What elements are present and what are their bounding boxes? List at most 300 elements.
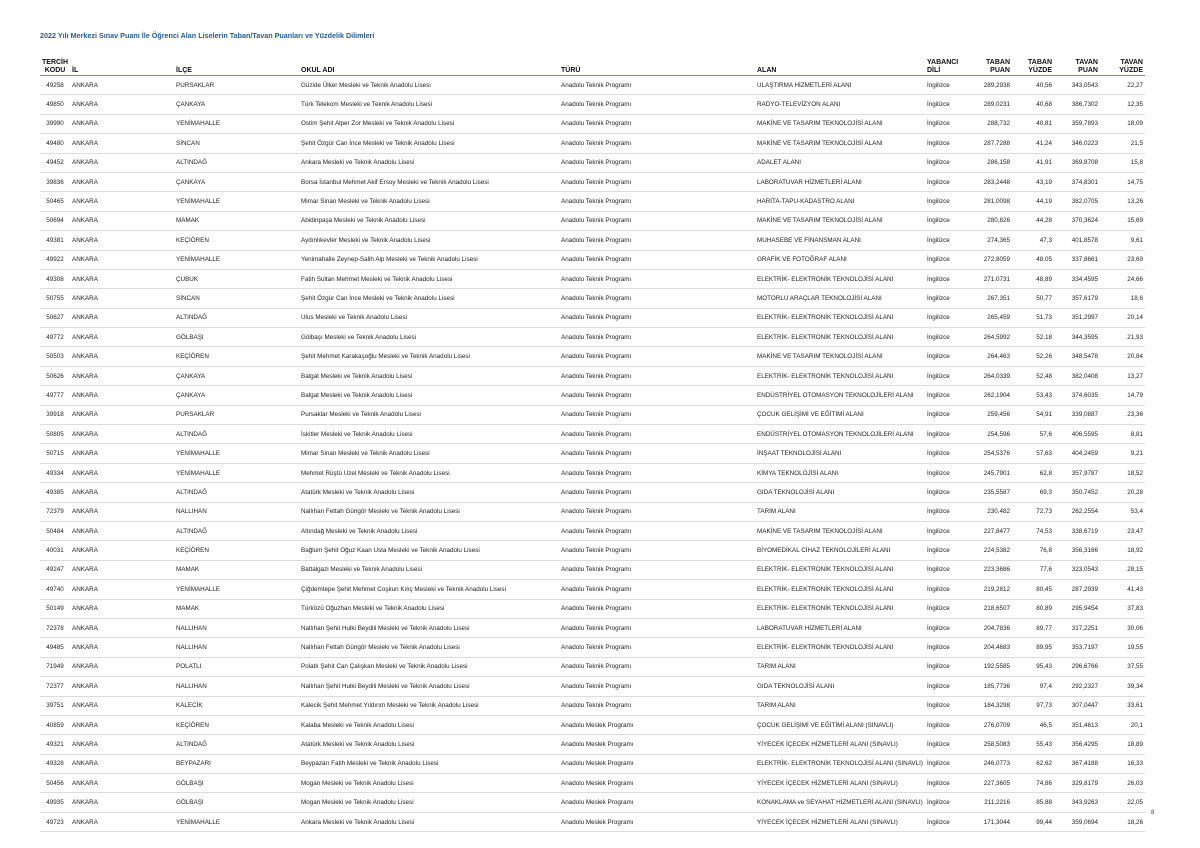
cell-ilce: ALTINDAĞ [174,735,299,754]
cell-alan: TARIM ALANI [755,502,925,521]
table-row [40,560,1145,579]
cell-il: ANKARA [70,289,174,308]
table-row [40,308,1145,327]
cell-turu: Anadolu Teknik Programı [559,696,755,715]
cell-okul-adi: Atatürk Mesleki ve Teknik Anadolu Lisesi [299,735,559,754]
cell-ilce: MAMAK [174,599,299,618]
cell-tercih-kodu: 49777 [40,386,70,405]
header-turu: TÜRÜ [559,55,755,76]
cell-okul-adi: Nallıhan Şehit Hulki Beydili Mesleki ve Teknik Anadolu Lisesi [299,618,559,637]
cell-tavan-yuzde: 33,61 [1100,696,1145,715]
cell-tavan-yuzde: 21,93 [1100,328,1145,347]
cell-tercih-kodu: 39990 [40,114,70,133]
cell-tercih-kodu: 49452 [40,153,70,172]
cell-alan: ELEKTRİK- ELEKTRONİK TEKNOLOJİSİ ALANI [755,560,925,579]
cell-taban-puan: 184,3298 [970,696,1012,715]
cell-turu: Anadolu Teknik Programı [559,134,755,153]
cell-alan: ÇOCUK GELİŞİMİ VE EĞİTİMİ ALANI [755,405,925,424]
cell-taban-yuzde: 95,43 [1012,657,1054,676]
cell-taban-puan: 227,3605 [970,774,1012,793]
cell-yabanci-dili: İngilizce [925,405,970,424]
cell-turu: Anadolu Meslek Programı [559,793,755,812]
cell-tavan-puan: 404,2459 [1054,444,1100,463]
cell-okul-adi: Mimar Sinan Mesleki ve Teknik Anadolu Lisesi [299,444,559,463]
cell-il: ANKARA [70,386,174,405]
cell-ilce: MAMAK [174,211,299,230]
table-row [40,444,1145,463]
cell-tercih-kodu: 49328 [40,754,70,773]
cell-taban-puan: 230,482 [970,502,1012,521]
cell-alan: MAKİNE VE TASARIM TEKNOLOJİSİ ALANI [755,347,925,366]
cell-tercih-kodu: 72379 [40,502,70,521]
cell-okul-adi: Mogan Mesleki ve Teknik Anadolu Lisesi [299,774,559,793]
cell-tavan-yuzde: 23,36 [1100,405,1145,424]
cell-tavan-puan: 323,0543 [1054,560,1100,579]
cell-turu: Anadolu Teknik Programı [559,618,755,637]
cell-tercih-kodu: 49385 [40,483,70,502]
cell-turu: Anadolu Meslek Programı [559,715,755,734]
cell-il: ANKARA [70,405,174,424]
cell-okul-adi: Atatürk Mesleki ve Teknik Anadolu Lisesi [299,483,559,502]
cell-taban-puan: 254,5376 [970,444,1012,463]
cell-alan: GIDA TEKNOLOJİSİ ALANI [755,483,925,502]
cell-tercih-kodu: 49850 [40,95,70,114]
cell-taban-yuzde: 52,48 [1012,366,1054,385]
cell-alan: TARIM ALANI [755,696,925,715]
cell-il: ANKARA [70,638,174,657]
cell-tavan-puan: 334,4595 [1054,269,1100,288]
cell-taban-yuzde: 89,77 [1012,618,1054,637]
cell-turu: Anadolu Teknik Programı [559,521,755,540]
table-row [40,405,1145,424]
cell-il: ANKARA [70,521,174,540]
cell-taban-puan: 280,826 [970,211,1012,230]
cell-il: ANKARA [70,366,174,385]
header-tavan-yuzde: TAVAN YÜZDE [1100,55,1145,76]
cell-ilce: ÇANKAYA [174,366,299,385]
cell-alan: YİYECEK İÇECEK HİZMETLERİ ALANI (SINAVLI) [755,812,925,831]
cell-tavan-yuzde: 20,14 [1100,308,1145,327]
cell-tercih-kodu: 50465 [40,192,70,211]
cell-taban-yuzde: 57,63 [1012,444,1054,463]
cell-tavan-puan: 357,6179 [1054,289,1100,308]
cell-taban-puan: 218,6507 [970,599,1012,618]
cell-turu: Anadolu Teknik Programı [559,114,755,133]
cell-yabanci-dili: İngilizce [925,172,970,191]
cell-okul-adi: Gölbaşı Mesleki ve Teknik Anadolu Lisesi [299,328,559,347]
table-row [40,502,1145,521]
cell-alan: RADYO-TELEVİZYON ALANI [755,95,925,114]
cell-ilce: NALLIHAN [174,502,299,521]
cell-tercih-kodu: 49485 [40,638,70,657]
cell-taban-yuzde: 41,24 [1012,134,1054,153]
cell-taban-yuzde: 74,86 [1012,774,1054,793]
cell-tercih-kodu: 49247 [40,560,70,579]
cell-taban-yuzde: 50,77 [1012,289,1054,308]
cell-tercih-kodu: 50503 [40,347,70,366]
cell-tavan-yuzde: 15,69 [1100,211,1145,230]
cell-alan: ENDÜSTRİYEL OTOMASYON TEKNOLOJİLERİ ALANI [755,386,925,405]
cell-tercih-kodu: 50149 [40,599,70,618]
cell-taban-puan: 227,8477 [970,521,1012,540]
cell-turu: Anadolu Teknik Programı [559,192,755,211]
cell-il: ANKARA [70,793,174,812]
cell-tercih-kodu: 50484 [40,521,70,540]
cell-ilce: NALLIHAN [174,638,299,657]
cell-yabanci-dili: İngilizce [925,308,970,327]
cell-turu: Anadolu Meslek Programı [559,812,755,831]
cell-taban-yuzde: 53,43 [1012,386,1054,405]
cell-tavan-puan: 353,7197 [1054,638,1100,657]
cell-tercih-kodu: 50456 [40,774,70,793]
cell-il: ANKARA [70,696,174,715]
cell-ilce: YENİMAHALLE [174,444,299,463]
cell-yabanci-dili: İngilizce [925,793,970,812]
cell-alan: MAKİNE VE TASARIM TEKNOLOJİSİ ALANI [755,114,925,133]
header-taban-yuzde: TABAN YÜZDE [1012,55,1054,76]
cell-tercih-kodu: 49480 [40,134,70,153]
cell-okul-adi: Yenimahalle Zeynep-Salih Alp Mesleki ve Teknik Anadolu Lisesi [299,250,559,269]
cell-tercih-kodu: 39918 [40,405,70,424]
table-row [40,463,1145,482]
cell-taban-puan: 264,5992 [970,328,1012,347]
cell-tavan-puan: 317,2251 [1054,618,1100,637]
cell-tavan-puan: 350,7452 [1054,483,1100,502]
cell-tavan-yuzde: 18,52 [1100,463,1145,482]
cell-taban-yuzde: 97,4 [1012,677,1054,696]
cell-tercih-kodu: 50626 [40,366,70,385]
cell-tavan-puan: 357,9787 [1054,463,1100,482]
cell-taban-yuzde: 47,3 [1012,231,1054,250]
cell-il: ANKARA [70,463,174,482]
cell-okul-adi: Çiğdemtepe Şehit Mehmet Coşkun Kılıç Mesleki ve Teknik Anadolu Lisesi [299,580,559,599]
cell-alan: ELEKTRİK- ELEKTRONİK TEKNOLOJİSİ ALANI [755,269,925,288]
cell-yabanci-dili: İngilizce [925,812,970,831]
cell-alan: MAKİNE VE TASARIM TEKNOLOJİSİ ALANI [755,211,925,230]
cell-taban-yuzde: 40,56 [1012,76,1054,95]
cell-taban-yuzde: 85,88 [1012,793,1054,812]
cell-yabanci-dili: İngilizce [925,347,970,366]
cell-tavan-yuzde: 19,55 [1100,638,1145,657]
cell-taban-yuzde: 51,73 [1012,308,1054,327]
table-row [40,134,1145,153]
cell-tavan-yuzde: 14,75 [1100,172,1145,191]
cell-tavan-puan: 406,5595 [1054,425,1100,444]
cell-tavan-puan: 287,2939 [1054,580,1100,599]
cell-ilce: MAMAK [174,560,299,579]
cell-alan: ULAŞTIRMA HİZMETLERİ ALANI [755,76,925,95]
table-row [40,483,1145,502]
cell-turu: Anadolu Meslek Programı [559,774,755,793]
cell-okul-adi: Balgat Mesleki ve Teknik Anadolu Lisesi [299,386,559,405]
cell-ilce: ÇANKAYA [174,172,299,191]
table-row [40,231,1145,250]
cell-turu: Anadolu Teknik Programı [559,172,755,191]
cell-taban-puan: 289,0231 [970,95,1012,114]
cell-tavan-yuzde: 20,84 [1100,347,1145,366]
cell-ilce: ÇANKAYA [174,95,299,114]
cell-yabanci-dili: İngilizce [925,677,970,696]
header-taban-puan: TABAN PUAN [970,55,1012,76]
cell-ilce: KEÇİÖREN [174,231,299,250]
cell-turu: Anadolu Meslek Programı [559,735,755,754]
cell-okul-adi: Pursaklar Mesleki ve Teknik Anadolu Lisesi [299,405,559,424]
cell-il: ANKARA [70,444,174,463]
cell-ilce: YENİMAHALLE [174,812,299,831]
cell-tavan-puan: 356,3166 [1054,541,1100,560]
cell-tavan-puan: 296,6766 [1054,657,1100,676]
table-row [40,541,1145,560]
cell-taban-yuzde: 80,45 [1012,580,1054,599]
cell-taban-puan: 287,7288 [970,134,1012,153]
cell-tavan-puan: 382,0705 [1054,192,1100,211]
cell-taban-yuzde: 74,53 [1012,521,1054,540]
cell-tavan-yuzde: 23,69 [1100,250,1145,269]
cell-il: ANKARA [70,560,174,579]
cell-turu: Anadolu Teknik Programı [559,231,755,250]
cell-alan: MOTORLU ARAÇLAR TEKNOLOJİSİ ALANI [755,289,925,308]
cell-alan: TARIM ALANI [755,657,925,676]
cell-tavan-puan: 339,0887 [1054,405,1100,424]
cell-ilce: ALTINDAĞ [174,425,299,444]
cell-turu: Anadolu Teknik Programı [559,95,755,114]
cell-taban-puan: 274,365 [970,231,1012,250]
cell-taban-yuzde: 40,81 [1012,114,1054,133]
cell-okul-adi: Şehit Özgür Can İnce Mesleki ve Teknik Anadolu Lisesi [299,134,559,153]
cell-ilce: YENİMAHALLE [174,463,299,482]
cell-ilce: YENİMAHALLE [174,192,299,211]
header-yabanci-dili: YABANCI DİLİ [925,55,970,76]
cell-ilce: ALTINDAĞ [174,308,299,327]
cell-taban-yuzde: 89,95 [1012,638,1054,657]
cell-taban-yuzde: 41,91 [1012,153,1054,172]
cell-taban-yuzde: 97,73 [1012,696,1054,715]
table-row [40,386,1145,405]
cell-ilce: ALTINDAĞ [174,483,299,502]
cell-ilce: YENİMAHALLE [174,114,299,133]
table-row [40,192,1145,211]
cell-tercih-kodu: 72377 [40,677,70,696]
cell-tercih-kodu: 49922 [40,250,70,269]
cell-il: ANKARA [70,269,174,288]
cell-okul-adi: Türk Telekom Mesleki ve Teknik Anadolu Lisesi [299,95,559,114]
cell-okul-adi: Nallıhan Şehit Hulki Beydili Mesleki ve Teknik Anadolu Lisesi [299,677,559,696]
cell-taban-puan: 211,2216 [970,793,1012,812]
cell-yabanci-dili: İngilizce [925,114,970,133]
cell-tavan-puan: 337,8661 [1054,250,1100,269]
cell-tavan-yuzde: 37,83 [1100,599,1145,618]
cell-ilce: SİNCAN [174,134,299,153]
cell-tercih-kodu: 49935 [40,793,70,812]
cell-turu: Anadolu Teknik Programı [559,638,755,657]
cell-alan: İNŞAAT TEKNOLOJİSİ ALANI [755,444,925,463]
cell-alan: KONAKLAMA ve SEYAHAT HİZMETLERİ ALANI (SINAVLI) [755,793,925,812]
cell-yabanci-dili: İngilizce [925,483,970,502]
cell-turu: Anadolu Teknik Programı [559,250,755,269]
cell-tavan-puan: 338,6719 [1054,521,1100,540]
cell-okul-adi: Abidinpaşa Mesleki ve Teknik Anadolu Lisesi [299,211,559,230]
cell-taban-puan: 283,2448 [970,172,1012,191]
cell-il: ANKARA [70,328,174,347]
cell-okul-adi: Nallıhan Fettah Güngör Mesleki ve Teknik Anadolu Lisesi [299,502,559,521]
cell-il: ANKARA [70,657,174,676]
cell-il: ANKARA [70,754,174,773]
cell-taban-yuzde: 44,28 [1012,211,1054,230]
table-row [40,774,1145,793]
cell-tercih-kodu: 50805 [40,425,70,444]
cell-tavan-yuzde: 37,55 [1100,657,1145,676]
cell-il: ANKARA [70,618,174,637]
cell-okul-adi: Kalecik Şehit Mehmet Yıldırım Mesleki ve Teknik Anadolu Lisesi [299,696,559,715]
table-row [40,269,1145,288]
cell-taban-yuzde: 44,19 [1012,192,1054,211]
cell-turu: Anadolu Teknik Programı [559,483,755,502]
cell-tavan-puan: 351,4613 [1054,715,1100,734]
cell-ilce: GÖLBAŞI [174,793,299,812]
cell-alan: ENDÜSTRİYEL OTOMASYON TEKNOLOJİLERİ ALANI [755,425,925,444]
cell-tavan-yuzde: 18,09 [1100,114,1145,133]
cell-tercih-kodu: 49334 [40,463,70,482]
table-row [40,580,1145,599]
cell-okul-adi: Aydınlıkevler Mesleki ve Teknik Anadolu Lisesi [299,231,559,250]
cell-yabanci-dili: İngilizce [925,231,970,250]
cell-alan: ELEKTRİK- ELEKTRONİK TEKNOLOJİSİ ALANI (SINAVLI) [755,754,925,773]
cell-ilce: SİNCAN [174,289,299,308]
cell-ilce: POLATLI [174,657,299,676]
table-row [40,735,1145,754]
header-il: İL [70,55,174,76]
cell-ilce: KALECİK [174,696,299,715]
table-row [40,677,1145,696]
cell-tercih-kodu: 50755 [40,289,70,308]
cell-tavan-yuzde: 12,35 [1100,95,1145,114]
cell-taban-puan: 286,158 [970,153,1012,172]
cell-tercih-kodu: 49381 [40,231,70,250]
cell-turu: Anadolu Teknik Programı [559,541,755,560]
cell-tavan-puan: 359,0694 [1054,812,1100,831]
cell-tavan-yuzde: 20,28 [1100,483,1145,502]
cell-ilce: YENİMAHALLE [174,580,299,599]
cell-turu: Anadolu Teknik Programı [559,76,755,95]
cell-alan: LABORATUVAR HİZMETLERİ ALANI [755,618,925,637]
table-row [40,76,1145,95]
cell-taban-yuzde: 62,62 [1012,754,1054,773]
cell-taban-puan: 254,596 [970,425,1012,444]
cell-il: ANKARA [70,599,174,618]
cell-alan: ELEKTRİK- ELEKTRONİK TEKNOLOJİSİ ALANI [755,328,925,347]
table-row [40,211,1145,230]
cell-alan: HARİTA-TAPU-KADASTRO ALANI [755,192,925,211]
cell-tavan-yuzde: 18,26 [1100,812,1145,831]
cell-tavan-yuzde: 22,27 [1100,76,1145,95]
cell-alan: ÇOCUK GELİŞİMİ VE EĞİTİMİ ALANI (SINAVLI) [755,715,925,734]
table-row [40,425,1145,444]
cell-ilce: ÇANKAYA [174,386,299,405]
cell-yabanci-dili: İngilizce [925,444,970,463]
cell-yabanci-dili: İngilizce [925,250,970,269]
cell-il: ANKARA [70,347,174,366]
cell-yabanci-dili: İngilizce [925,366,970,385]
cell-taban-yuzde: 48,05 [1012,250,1054,269]
cell-yabanci-dili: İngilizce [925,269,970,288]
cell-tavan-yuzde: 14,79 [1100,386,1145,405]
cell-taban-yuzde: 77,6 [1012,560,1054,579]
cell-tercih-kodu: 50627 [40,308,70,327]
cell-tavan-puan: 369,8708 [1054,153,1100,172]
cell-taban-puan: 265,459 [970,308,1012,327]
cell-taban-puan: 204,4683 [970,638,1012,657]
cell-yabanci-dili: İngilizce [925,153,970,172]
cell-yabanci-dili: İngilizce [925,76,970,95]
cell-yabanci-dili: İngilizce [925,289,970,308]
cell-yabanci-dili: İngilizce [925,696,970,715]
cell-tercih-kodu: 49740 [40,580,70,599]
cell-tercih-kodu: 40031 [40,541,70,560]
table-row [40,696,1145,715]
cell-tavan-yuzde: 13,27 [1100,366,1145,385]
cell-tercih-kodu: 49258 [40,76,70,95]
cell-ilce: GÖLBAŞI [174,328,299,347]
cell-yabanci-dili: İngilizce [925,657,970,676]
cell-tavan-yuzde: 23,47 [1100,521,1145,540]
cell-turu: Anadolu Teknik Programı [559,347,755,366]
cell-taban-puan: 171,3044 [970,812,1012,831]
cell-okul-adi: Şehit Özgür Can İnce Mesleki ve Teknik Anadolu Lisesi [299,289,559,308]
cell-ilce: NALLIHAN [174,677,299,696]
cell-tercih-kodu: 50694 [40,211,70,230]
page-number: 8 [1151,810,1155,816]
cell-tavan-puan: 356,4295 [1054,735,1100,754]
cell-turu: Anadolu Teknik Programı [559,425,755,444]
cell-okul-adi: Bağlum Şehit Oğuz Kaan Usta Mesleki ve Teknik Anadolu Lisesi [299,541,559,560]
cell-yabanci-dili: İngilizce [925,638,970,657]
cell-taban-puan: 264,463 [970,347,1012,366]
cell-alan: BİYOMEDİKAL CİHAZ TEKNOLOJİLERİ ALANI [755,541,925,560]
cell-taban-yuzde: 52,26 [1012,347,1054,366]
cell-tavan-puan: 382,0408 [1054,366,1100,385]
cell-taban-yuzde: 43,19 [1012,172,1054,191]
cell-tavan-yuzde: 22,05 [1100,793,1145,812]
cell-okul-adi: Mehmet Rüştü Uzel Mesleki ve Teknik Anadolu Lisesi [299,463,559,482]
cell-taban-puan: 289,2938 [970,76,1012,95]
cell-yabanci-dili: İngilizce [925,386,970,405]
cell-taban-puan: 258,5083 [970,735,1012,754]
cell-turu: Anadolu Meslek Programı [559,754,755,773]
cell-alan: YİYECEK İÇECEK HİZMETLERİ ALANI (SINAVLI) [755,774,925,793]
cell-taban-puan: 281,0098 [970,192,1012,211]
cell-okul-adi: Polatlı Şehit Can Çalışkan Mesleki ve Teknik Anadolu Lisesi [299,657,559,676]
cell-tavan-yuzde: 21,5 [1100,134,1145,153]
cell-taban-yuzde: 52,18 [1012,328,1054,347]
cell-ilce: NALLIHAN [174,618,299,637]
cell-tavan-yuzde: 18,6 [1100,289,1145,308]
cell-taban-yuzde: 40,68 [1012,95,1054,114]
cell-okul-adi: Altındağ Mesleki ve Teknik Anadolu Lisesi [299,521,559,540]
cell-turu: Anadolu Teknik Programı [559,386,755,405]
cell-alan: ADALET ALANI [755,153,925,172]
cell-il: ANKARA [70,483,174,502]
cell-taban-puan: 264,0339 [970,366,1012,385]
cell-tavan-puan: 351,2997 [1054,308,1100,327]
header-tavan-puan: TAVAN PUAN [1054,55,1100,76]
cell-il: ANKARA [70,541,174,560]
cell-yabanci-dili: İngilizce [925,463,970,482]
cell-alan: MAKİNE VE TASARIM TEKNOLOJİSİ ALANI [755,134,925,153]
cell-taban-yuzde: 54,91 [1012,405,1054,424]
cell-tercih-kodu: 40859 [40,715,70,734]
cell-okul-adi: Türközü Oğuzhan Mesleki ve Teknik Anadolu Lisesi [299,599,559,618]
cell-yabanci-dili: İngilizce [925,754,970,773]
